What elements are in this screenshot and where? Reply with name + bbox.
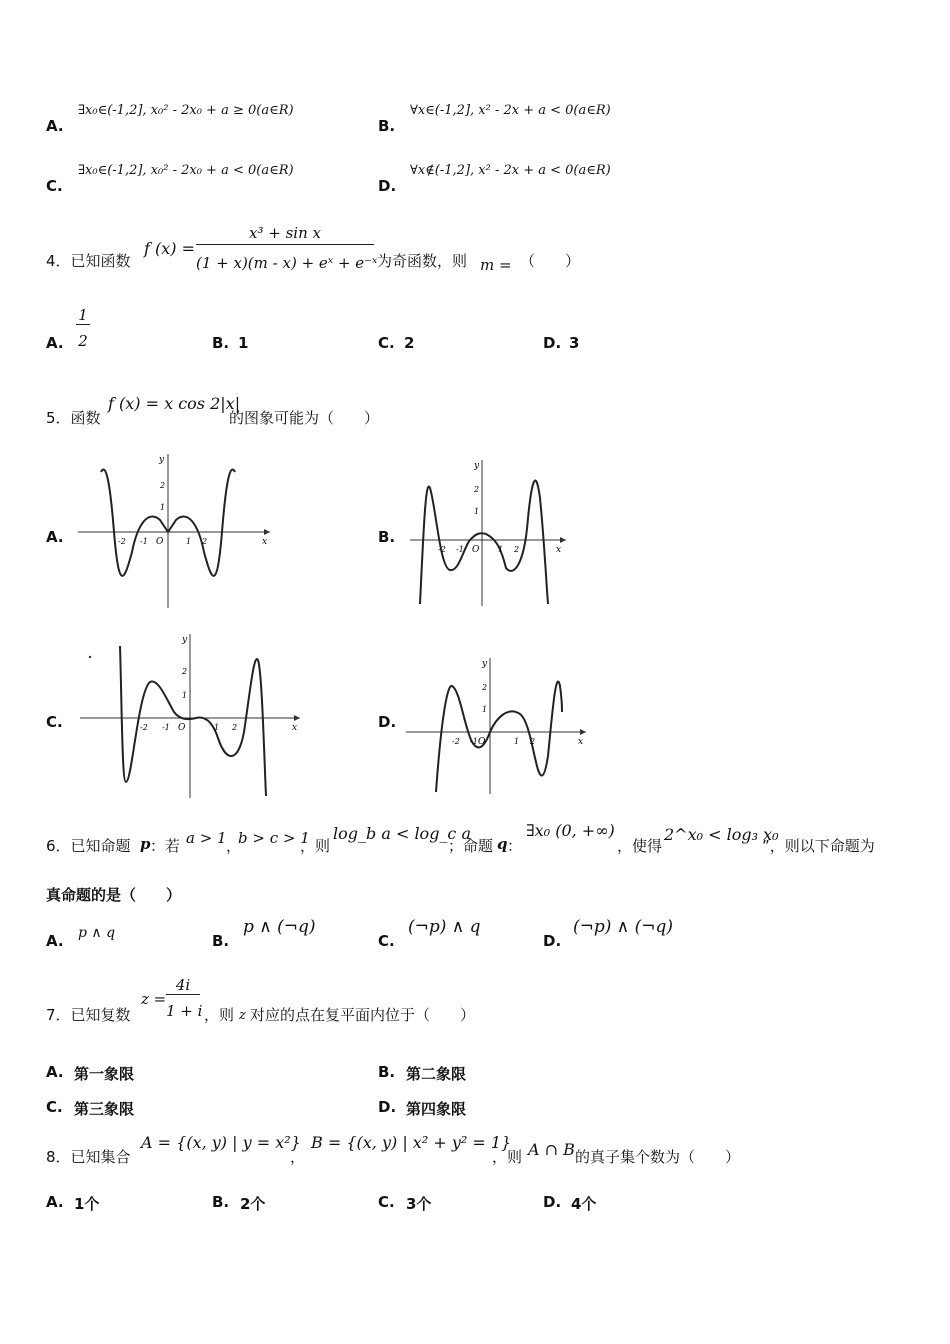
- q3-option-b-label: B.: [378, 117, 396, 135]
- q4-option-a-label: A.: [46, 334, 64, 352]
- tick-y-one: 1: [182, 691, 188, 700]
- q6-option-a-expr: p ∧ q: [78, 925, 116, 941]
- tick-two: 2: [232, 723, 238, 732]
- q7-option-a-text: 第一象限: [74, 1065, 135, 1083]
- q3-option-d-label: D.: [378, 177, 397, 195]
- q6-cond1: a > 1: [186, 829, 227, 847]
- q6-option-b-expr: p ∧ (¬q): [243, 917, 316, 937]
- q7-option-c-label: C.: [46, 1098, 63, 1116]
- q5-graph-a: [74, 452, 274, 610]
- axis-origin-label: O: [156, 537, 164, 547]
- q4-option-d-label: D.: [543, 334, 562, 352]
- q5-stem-prefix: 5．函数: [46, 409, 101, 427]
- q7-stem-mid: ，则: [204, 1006, 235, 1024]
- q5-graph-d: [404, 656, 590, 796]
- q7-stem-suffix: 对应的点在复平面内位于（ ）: [250, 1006, 476, 1024]
- q6-option-d-label: D.: [543, 932, 562, 950]
- q4-option-a-den: 2: [78, 332, 88, 350]
- tick-neg1: -1: [470, 737, 478, 746]
- q5-option-c-label: C.: [46, 713, 63, 731]
- q4-frac-numerator: x³ + sin x: [196, 224, 374, 245]
- q8-option-a-label: A.: [46, 1193, 64, 1211]
- tick-y-one: 1: [482, 705, 488, 714]
- q6-end: ”，则以下命题为: [762, 837, 875, 855]
- q7-option-d-text: 第四象限: [406, 1100, 467, 1118]
- q6-option-d-expr: (¬p) ∧ (¬q): [573, 917, 674, 937]
- tick-one: 1: [186, 537, 192, 546]
- tick-y-two: 2: [182, 667, 188, 676]
- q6-colon2: ：: [507, 837, 523, 855]
- q6-option-c-expr: (¬p) ∧ q: [408, 917, 481, 937]
- q6-ineq: log_b a < log_c a: [333, 824, 472, 843]
- q7-option-b-text: 第二象限: [406, 1065, 467, 1083]
- q6-then: ，则: [300, 837, 331, 855]
- tick-y-two: 2: [474, 485, 480, 494]
- q5-func: f (x) = x cos 2|x|: [108, 394, 241, 413]
- q4-option-a-num: 1: [76, 306, 90, 325]
- q8-option-c-text: 3个: [406, 1195, 432, 1213]
- tick-neg2: -2: [140, 723, 148, 732]
- tick-neg2: -2: [452, 737, 460, 746]
- q7-option-a-label: A.: [46, 1063, 64, 1081]
- q3-option-d-expr: ∀x∉(-1,2], x² - 2x + a < 0(a∈R): [410, 163, 611, 178]
- tick-y-two: 2: [482, 683, 488, 692]
- tick-y-one: 1: [474, 507, 480, 516]
- q3-option-b-expr: ∀x∈(-1,2], x² - 2x + a < 0(a∈R): [410, 103, 611, 118]
- q4-var-m: m =: [480, 256, 512, 274]
- q8-option-b-label: B.: [212, 1193, 230, 1211]
- axis-x-label: x: [262, 537, 268, 547]
- q8-comma: ，: [290, 1148, 306, 1166]
- axis-x-label: x: [556, 545, 562, 555]
- q4-stem-prefix: 4．已知函数: [46, 252, 131, 270]
- q6-stem-a: 6．已知命题: [46, 837, 131, 855]
- axis-y-label: y: [159, 455, 165, 465]
- q4-option-d-text: 3: [569, 334, 580, 352]
- q4-answer-paren: （ ）: [520, 252, 581, 270]
- q8-option-b-text: 2个: [240, 1195, 266, 1213]
- q8-set-b: B = {(x, y) | x² + y² = 1}: [311, 1133, 512, 1152]
- q7-lhs: z =: [141, 990, 167, 1008]
- q6-make: ，使得: [617, 837, 663, 855]
- q4-frac-denominator: (1 + x)(m - x) + eˣ + e⁻ˣ: [196, 254, 378, 272]
- tick-one: 1: [214, 723, 220, 732]
- q8-option-d-text: 4个: [571, 1195, 597, 1213]
- q6-comma: ，: [226, 837, 242, 855]
- q4-option-b-text: 1: [238, 334, 249, 352]
- tick-neg1: -1: [456, 545, 464, 554]
- q7-denominator: 1 + i: [166, 1002, 203, 1020]
- axis-origin-label: O: [478, 737, 486, 747]
- tick-two: 2: [202, 537, 208, 546]
- q8-intersection: A ∩ B: [528, 1140, 575, 1159]
- tick-one: 1: [514, 737, 520, 746]
- q6-ineq2: 2^x₀ < log₃ x₀: [664, 825, 779, 844]
- q8-set-a: A = {(x, y) | y = x²}: [141, 1133, 301, 1152]
- q4-option-b-label: B.: [212, 334, 230, 352]
- q7-var-z: z: [239, 1008, 246, 1023]
- q5-option-b-label: B.: [378, 528, 396, 546]
- axis-origin-label: O: [472, 545, 480, 555]
- axis-y-label: y: [182, 635, 188, 645]
- axis-x-label: x: [292, 723, 298, 733]
- q8-stem-prefix: 8．已知集合: [46, 1148, 131, 1166]
- tick-y-two: 2: [160, 481, 166, 490]
- q4-stem-mid: 为奇函数，则: [377, 252, 468, 270]
- q7-stem-prefix: 7．已知复数: [46, 1006, 131, 1024]
- q7-option-b-label: B.: [378, 1063, 396, 1081]
- q6-p: p: [140, 835, 151, 853]
- q6-cond2: b > c > 1: [238, 829, 310, 847]
- q5-option-a-label: A.: [46, 528, 64, 546]
- q4-option-c-label: C.: [378, 334, 395, 352]
- axis-x-label: x: [578, 737, 584, 747]
- q7-option-c-text: 第三象限: [74, 1100, 135, 1118]
- q6-sep: ；命题: [448, 837, 494, 855]
- q5-stem-suffix: 的图象可能为（ ）: [229, 409, 380, 427]
- q8-suffix: 的真子集个数为（ ）: [575, 1148, 741, 1166]
- tick-neg1: -1: [140, 537, 148, 546]
- q4-func-lhs: f (x) =: [144, 239, 196, 258]
- tick-neg1: -1: [162, 723, 170, 732]
- tick-neg2: -2: [118, 537, 126, 546]
- tick-two: 2: [514, 545, 520, 554]
- q6-colon: ：若: [150, 837, 181, 855]
- tick-one: 1: [498, 545, 504, 554]
- q8-mid: ，则: [492, 1148, 523, 1166]
- axis-y-label: y: [474, 461, 480, 471]
- q8-option-d-label: D.: [543, 1193, 562, 1211]
- q6-q: q: [497, 835, 508, 853]
- q3-option-a-label: A.: [46, 117, 64, 135]
- q6-line2: 真命题的是（ ）: [46, 886, 182, 904]
- axis-y-label: y: [482, 659, 488, 669]
- q8-option-a-text: 1个: [74, 1195, 100, 1213]
- q4-option-c-text: 2: [404, 334, 415, 352]
- q8-option-c-label: C.: [378, 1193, 395, 1211]
- q6-option-b-label: B.: [212, 932, 230, 950]
- tick-two: 2: [530, 737, 536, 746]
- q7-numerator: 4i: [166, 976, 200, 995]
- q6-option-c-label: C.: [378, 932, 395, 950]
- q5-graph-b: [406, 458, 570, 608]
- q5-option-d-label: D.: [378, 713, 397, 731]
- tick-neg2: -2: [438, 545, 446, 554]
- q6-option-a-label: A.: [46, 932, 64, 950]
- axis-origin-label: O: [178, 723, 186, 733]
- q5-graph-c: [78, 632, 304, 800]
- q3-option-c-expr: ∃x₀∈(-1,2], x₀² - 2x₀ + a < 0(a∈R): [78, 163, 294, 178]
- q7-option-d-label: D.: [378, 1098, 397, 1116]
- tick-y-one: 1: [160, 503, 166, 512]
- q3-option-a-expr: ∃x₀∈(-1,2], x₀² - 2x₀ + a ≥ 0(a∈R): [78, 103, 294, 118]
- q6-exist: ∃x₀ (0, +∞): [526, 821, 615, 840]
- q3-option-c-label: C.: [46, 177, 63, 195]
